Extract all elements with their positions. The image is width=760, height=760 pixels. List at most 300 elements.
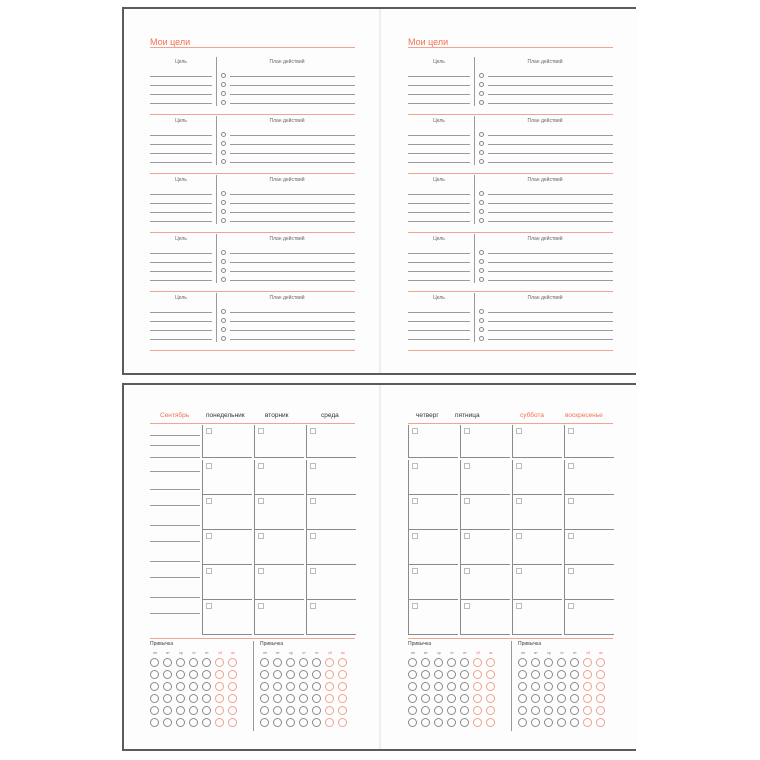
habit-circle[interactable] xyxy=(570,670,579,679)
habit-circle[interactable] xyxy=(202,658,211,667)
habit-circle[interactable] xyxy=(176,694,185,703)
plan-write-line[interactable] xyxy=(230,135,355,136)
habit-circle[interactable] xyxy=(189,658,198,667)
checkbox-circle[interactable] xyxy=(479,250,484,255)
habit-circle[interactable] xyxy=(286,670,295,679)
notes-line[interactable] xyxy=(150,597,200,598)
day-cell[interactable] xyxy=(202,495,252,530)
habit-circle[interactable] xyxy=(596,658,605,667)
day-cell[interactable] xyxy=(202,425,252,458)
plan-write-line[interactable] xyxy=(488,312,613,313)
date-box[interactable] xyxy=(206,428,212,434)
habit-circle[interactable] xyxy=(215,682,224,691)
checkbox-circle[interactable] xyxy=(221,73,226,78)
habit-circle[interactable] xyxy=(557,682,566,691)
habit-circle[interactable] xyxy=(421,658,430,667)
checkbox-circle[interactable] xyxy=(479,277,484,282)
habit-circle[interactable] xyxy=(176,718,185,727)
habit-circle[interactable] xyxy=(544,706,553,715)
habit-circle[interactable] xyxy=(338,658,347,667)
habit-circle[interactable] xyxy=(518,670,527,679)
habit-circle[interactable] xyxy=(325,658,334,667)
date-box[interactable] xyxy=(310,568,316,574)
habit-circle[interactable] xyxy=(325,694,334,703)
checkbox-circle[interactable] xyxy=(479,309,484,314)
date-box[interactable] xyxy=(516,463,522,469)
habit-circle[interactable] xyxy=(163,706,172,715)
day-cell[interactable] xyxy=(306,425,356,458)
plan-write-line[interactable] xyxy=(488,330,613,331)
plan-write-line[interactable] xyxy=(488,162,613,163)
date-box[interactable] xyxy=(516,568,522,574)
habit-circle[interactable] xyxy=(260,682,269,691)
checkbox-circle[interactable] xyxy=(479,91,484,96)
habit-circle[interactable] xyxy=(596,706,605,715)
habit-circle[interactable] xyxy=(286,694,295,703)
habit-circle[interactable] xyxy=(325,670,334,679)
day-cell[interactable] xyxy=(408,530,458,565)
habit-circle[interactable] xyxy=(215,718,224,727)
notes-line[interactable] xyxy=(150,525,200,526)
habit-circle[interactable] xyxy=(299,694,308,703)
habit-circle[interactable] xyxy=(215,706,224,715)
habit-circle[interactable] xyxy=(176,682,185,691)
day-cell[interactable] xyxy=(512,495,562,530)
day-cell[interactable] xyxy=(512,530,562,565)
goal-write-line[interactable] xyxy=(150,85,212,86)
habit-circle[interactable] xyxy=(312,670,321,679)
habit-circle[interactable] xyxy=(583,658,592,667)
habit-circle[interactable] xyxy=(176,670,185,679)
day-cell[interactable] xyxy=(564,460,614,495)
date-box[interactable] xyxy=(412,603,418,609)
day-cell[interactable] xyxy=(254,460,304,495)
day-cell[interactable] xyxy=(460,530,510,565)
day-cell[interactable] xyxy=(306,600,356,635)
plan-write-line[interactable] xyxy=(488,94,613,95)
date-box[interactable] xyxy=(258,498,264,504)
habit-circle[interactable] xyxy=(408,694,417,703)
checkbox-circle[interactable] xyxy=(479,159,484,164)
goal-write-line[interactable] xyxy=(150,212,212,213)
plan-write-line[interactable] xyxy=(230,85,355,86)
goal-write-line[interactable] xyxy=(150,312,212,313)
habit-circle[interactable] xyxy=(163,670,172,679)
day-cell[interactable] xyxy=(254,565,304,600)
plan-write-line[interactable] xyxy=(230,262,355,263)
plan-write-line[interactable] xyxy=(230,212,355,213)
habit-circle[interactable] xyxy=(421,682,430,691)
goal-write-line[interactable] xyxy=(150,153,212,154)
habit-circle[interactable] xyxy=(299,658,308,667)
date-box[interactable] xyxy=(258,463,264,469)
checkbox-circle[interactable] xyxy=(479,82,484,87)
habit-circle[interactable] xyxy=(189,718,198,727)
plan-write-line[interactable] xyxy=(230,221,355,222)
checkbox-circle[interactable] xyxy=(221,91,226,96)
plan-write-line[interactable] xyxy=(488,144,613,145)
habit-circle[interactable] xyxy=(557,718,566,727)
habit-circle[interactable] xyxy=(163,718,172,727)
habit-circle[interactable] xyxy=(150,694,159,703)
notes-line[interactable] xyxy=(150,445,200,446)
plan-write-line[interactable] xyxy=(230,94,355,95)
notes-line[interactable] xyxy=(150,541,200,542)
day-cell[interactable] xyxy=(306,530,356,565)
habit-circle[interactable] xyxy=(273,670,282,679)
day-cell[interactable] xyxy=(306,460,356,495)
habit-circle[interactable] xyxy=(273,706,282,715)
notes-line[interactable] xyxy=(150,489,200,490)
plan-write-line[interactable] xyxy=(488,253,613,254)
plan-write-line[interactable] xyxy=(488,135,613,136)
checkbox-circle[interactable] xyxy=(221,268,226,273)
day-cell[interactable] xyxy=(564,600,614,635)
day-cell[interactable] xyxy=(408,425,458,458)
habit-circle[interactable] xyxy=(273,694,282,703)
habit-circle[interactable] xyxy=(460,670,469,679)
habit-circle[interactable] xyxy=(531,658,540,667)
day-cell[interactable] xyxy=(512,600,562,635)
date-box[interactable] xyxy=(258,533,264,539)
date-box[interactable] xyxy=(464,533,470,539)
habit-circle[interactable] xyxy=(486,670,495,679)
checkbox-circle[interactable] xyxy=(479,268,484,273)
goal-write-line[interactable] xyxy=(408,212,470,213)
checkbox-circle[interactable] xyxy=(221,218,226,223)
day-cell[interactable] xyxy=(202,460,252,495)
habit-circle[interactable] xyxy=(228,718,237,727)
date-box[interactable] xyxy=(412,533,418,539)
habit-circle[interactable] xyxy=(421,670,430,679)
habit-circle[interactable] xyxy=(325,706,334,715)
day-cell[interactable] xyxy=(460,600,510,635)
date-box[interactable] xyxy=(568,498,574,504)
habit-circle[interactable] xyxy=(557,670,566,679)
habit-circle[interactable] xyxy=(544,718,553,727)
notes-line[interactable] xyxy=(150,457,200,458)
goal-write-line[interactable] xyxy=(150,194,212,195)
checkbox-circle[interactable] xyxy=(479,141,484,146)
goal-write-line[interactable] xyxy=(150,162,212,163)
date-box[interactable] xyxy=(258,568,264,574)
plan-write-line[interactable] xyxy=(230,321,355,322)
habit-circle[interactable] xyxy=(486,706,495,715)
day-cell[interactable] xyxy=(408,600,458,635)
habit-circle[interactable] xyxy=(570,718,579,727)
day-cell[interactable] xyxy=(306,495,356,530)
checkbox-circle[interactable] xyxy=(221,100,226,105)
habit-circle[interactable] xyxy=(312,682,321,691)
habit-circle[interactable] xyxy=(338,694,347,703)
goal-write-line[interactable] xyxy=(408,280,470,281)
checkbox-circle[interactable] xyxy=(479,318,484,323)
notes-line[interactable] xyxy=(150,505,200,506)
goal-write-line[interactable] xyxy=(408,94,470,95)
goal-write-line[interactable] xyxy=(408,153,470,154)
checkbox-circle[interactable] xyxy=(221,132,226,137)
date-box[interactable] xyxy=(206,568,212,574)
day-cell[interactable] xyxy=(408,495,458,530)
day-cell[interactable] xyxy=(512,460,562,495)
habit-circle[interactable] xyxy=(486,682,495,691)
day-cell[interactable] xyxy=(564,565,614,600)
habit-circle[interactable] xyxy=(434,718,443,727)
checkbox-circle[interactable] xyxy=(479,259,484,264)
date-box[interactable] xyxy=(464,428,470,434)
habit-circle[interactable] xyxy=(215,670,224,679)
habit-circle[interactable] xyxy=(531,694,540,703)
date-box[interactable] xyxy=(412,463,418,469)
habit-circle[interactable] xyxy=(583,694,592,703)
day-cell[interactable] xyxy=(460,425,510,458)
goal-write-line[interactable] xyxy=(150,76,212,77)
habit-circle[interactable] xyxy=(434,670,443,679)
habit-circle[interactable] xyxy=(447,682,456,691)
goal-write-line[interactable] xyxy=(408,103,470,104)
habit-circle[interactable] xyxy=(228,670,237,679)
habit-circle[interactable] xyxy=(531,706,540,715)
plan-write-line[interactable] xyxy=(230,162,355,163)
habit-circle[interactable] xyxy=(434,682,443,691)
habit-circle[interactable] xyxy=(544,694,553,703)
habit-circle[interactable] xyxy=(202,694,211,703)
plan-write-line[interactable] xyxy=(230,203,355,204)
checkbox-circle[interactable] xyxy=(221,82,226,87)
habit-circle[interactable] xyxy=(260,670,269,679)
date-box[interactable] xyxy=(568,568,574,574)
habit-circle[interactable] xyxy=(338,670,347,679)
habit-circle[interactable] xyxy=(189,670,198,679)
checkbox-circle[interactable] xyxy=(479,327,484,332)
plan-write-line[interactable] xyxy=(488,203,613,204)
habit-circle[interactable] xyxy=(460,682,469,691)
day-cell[interactable] xyxy=(460,565,510,600)
habit-circle[interactable] xyxy=(531,718,540,727)
habit-circle[interactable] xyxy=(299,670,308,679)
habit-circle[interactable] xyxy=(273,682,282,691)
date-box[interactable] xyxy=(206,463,212,469)
day-cell[interactable] xyxy=(254,425,304,458)
day-cell[interactable] xyxy=(408,565,458,600)
goal-write-line[interactable] xyxy=(150,321,212,322)
habit-circle[interactable] xyxy=(228,706,237,715)
habit-circle[interactable] xyxy=(228,694,237,703)
checkbox-circle[interactable] xyxy=(479,132,484,137)
habit-circle[interactable] xyxy=(163,682,172,691)
goal-write-line[interactable] xyxy=(150,271,212,272)
habit-circle[interactable] xyxy=(518,682,527,691)
date-box[interactable] xyxy=(310,428,316,434)
habit-circle[interactable] xyxy=(189,682,198,691)
date-box[interactable] xyxy=(412,568,418,574)
habit-circle[interactable] xyxy=(518,718,527,727)
habit-circle[interactable] xyxy=(583,670,592,679)
habit-circle[interactable] xyxy=(460,658,469,667)
habit-circle[interactable] xyxy=(163,658,172,667)
habit-circle[interactable] xyxy=(260,718,269,727)
habit-circle[interactable] xyxy=(447,694,456,703)
habit-circle[interactable] xyxy=(150,706,159,715)
habit-circle[interactable] xyxy=(583,718,592,727)
plan-write-line[interactable] xyxy=(230,103,355,104)
goal-write-line[interactable] xyxy=(408,312,470,313)
habit-circle[interactable] xyxy=(273,718,282,727)
goal-write-line[interactable] xyxy=(408,203,470,204)
day-cell[interactable] xyxy=(254,530,304,565)
goal-write-line[interactable] xyxy=(408,135,470,136)
goal-write-line[interactable] xyxy=(408,76,470,77)
plan-write-line[interactable] xyxy=(488,321,613,322)
checkbox-circle[interactable] xyxy=(221,159,226,164)
notes-line[interactable] xyxy=(150,561,200,562)
habit-circle[interactable] xyxy=(570,682,579,691)
habit-circle[interactable] xyxy=(421,718,430,727)
habit-circle[interactable] xyxy=(460,706,469,715)
goal-write-line[interactable] xyxy=(150,221,212,222)
habit-circle[interactable] xyxy=(421,706,430,715)
habit-circle[interactable] xyxy=(447,658,456,667)
habit-circle[interactable] xyxy=(570,706,579,715)
habit-circle[interactable] xyxy=(447,706,456,715)
notes-line[interactable] xyxy=(150,613,200,614)
habit-circle[interactable] xyxy=(189,694,198,703)
notes-line[interactable] xyxy=(150,577,200,578)
date-box[interactable] xyxy=(516,533,522,539)
habit-circle[interactable] xyxy=(460,718,469,727)
habit-circle[interactable] xyxy=(202,682,211,691)
habit-circle[interactable] xyxy=(202,706,211,715)
habit-circle[interactable] xyxy=(583,682,592,691)
habit-circle[interactable] xyxy=(228,658,237,667)
plan-write-line[interactable] xyxy=(488,212,613,213)
day-cell[interactable] xyxy=(564,495,614,530)
checkbox-circle[interactable] xyxy=(221,209,226,214)
day-cell[interactable] xyxy=(254,495,304,530)
habit-circle[interactable] xyxy=(228,682,237,691)
habit-circle[interactable] xyxy=(486,694,495,703)
plan-write-line[interactable] xyxy=(488,262,613,263)
goal-write-line[interactable] xyxy=(150,103,212,104)
habit-circle[interactable] xyxy=(583,706,592,715)
goal-write-line[interactable] xyxy=(150,280,212,281)
habit-circle[interactable] xyxy=(286,658,295,667)
habit-circle[interactable] xyxy=(286,718,295,727)
habit-circle[interactable] xyxy=(518,706,527,715)
plan-write-line[interactable] xyxy=(488,280,613,281)
date-box[interactable] xyxy=(516,428,522,434)
goal-write-line[interactable] xyxy=(408,321,470,322)
habit-circle[interactable] xyxy=(518,694,527,703)
goal-write-line[interactable] xyxy=(150,253,212,254)
day-cell[interactable] xyxy=(306,565,356,600)
goal-write-line[interactable] xyxy=(408,194,470,195)
checkbox-circle[interactable] xyxy=(479,191,484,196)
plan-write-line[interactable] xyxy=(230,76,355,77)
habit-circle[interactable] xyxy=(299,718,308,727)
habit-circle[interactable] xyxy=(312,694,321,703)
habit-circle[interactable] xyxy=(557,658,566,667)
habit-circle[interactable] xyxy=(260,658,269,667)
habit-circle[interactable] xyxy=(150,682,159,691)
habit-circle[interactable] xyxy=(544,682,553,691)
habit-circle[interactable] xyxy=(557,694,566,703)
plan-write-line[interactable] xyxy=(230,253,355,254)
habit-circle[interactable] xyxy=(408,670,417,679)
date-box[interactable] xyxy=(464,568,470,574)
goal-write-line[interactable] xyxy=(408,85,470,86)
habit-circle[interactable] xyxy=(325,718,334,727)
checkbox-circle[interactable] xyxy=(479,100,484,105)
date-box[interactable] xyxy=(568,603,574,609)
habit-circle[interactable] xyxy=(150,658,159,667)
checkbox-circle[interactable] xyxy=(479,336,484,341)
habit-circle[interactable] xyxy=(473,694,482,703)
habit-circle[interactable] xyxy=(486,658,495,667)
habit-circle[interactable] xyxy=(460,694,469,703)
plan-write-line[interactable] xyxy=(488,85,613,86)
goal-write-line[interactable] xyxy=(408,262,470,263)
goal-write-line[interactable] xyxy=(408,253,470,254)
date-box[interactable] xyxy=(516,498,522,504)
day-cell[interactable] xyxy=(460,495,510,530)
plan-write-line[interactable] xyxy=(230,312,355,313)
habit-circle[interactable] xyxy=(189,706,198,715)
habit-circle[interactable] xyxy=(312,718,321,727)
date-box[interactable] xyxy=(206,603,212,609)
habit-circle[interactable] xyxy=(447,670,456,679)
date-box[interactable] xyxy=(412,498,418,504)
plan-write-line[interactable] xyxy=(488,221,613,222)
checkbox-circle[interactable] xyxy=(221,318,226,323)
habit-circle[interactable] xyxy=(570,694,579,703)
day-cell[interactable] xyxy=(202,530,252,565)
day-cell[interactable] xyxy=(254,600,304,635)
habit-circle[interactable] xyxy=(473,706,482,715)
habit-circle[interactable] xyxy=(338,718,347,727)
plan-write-line[interactable] xyxy=(488,271,613,272)
habit-circle[interactable] xyxy=(273,658,282,667)
habit-circle[interactable] xyxy=(570,658,579,667)
habit-circle[interactable] xyxy=(299,682,308,691)
habit-circle[interactable] xyxy=(215,694,224,703)
day-cell[interactable] xyxy=(460,460,510,495)
goal-write-line[interactable] xyxy=(150,203,212,204)
habit-circle[interactable] xyxy=(421,694,430,703)
date-box[interactable] xyxy=(258,428,264,434)
checkbox-circle[interactable] xyxy=(221,336,226,341)
habit-circle[interactable] xyxy=(260,694,269,703)
habit-circle[interactable] xyxy=(408,706,417,715)
habit-circle[interactable] xyxy=(596,682,605,691)
day-cell[interactable] xyxy=(202,600,252,635)
goal-write-line[interactable] xyxy=(408,144,470,145)
goal-write-line[interactable] xyxy=(150,135,212,136)
date-box[interactable] xyxy=(206,533,212,539)
date-box[interactable] xyxy=(464,603,470,609)
date-box[interactable] xyxy=(206,498,212,504)
plan-write-line[interactable] xyxy=(230,330,355,331)
plan-write-line[interactable] xyxy=(230,271,355,272)
habit-circle[interactable] xyxy=(596,670,605,679)
plan-write-line[interactable] xyxy=(230,280,355,281)
habit-circle[interactable] xyxy=(286,706,295,715)
date-box[interactable] xyxy=(310,533,316,539)
checkbox-circle[interactable] xyxy=(221,141,226,146)
date-box[interactable] xyxy=(464,498,470,504)
habit-circle[interactable] xyxy=(557,706,566,715)
habit-circle[interactable] xyxy=(434,658,443,667)
